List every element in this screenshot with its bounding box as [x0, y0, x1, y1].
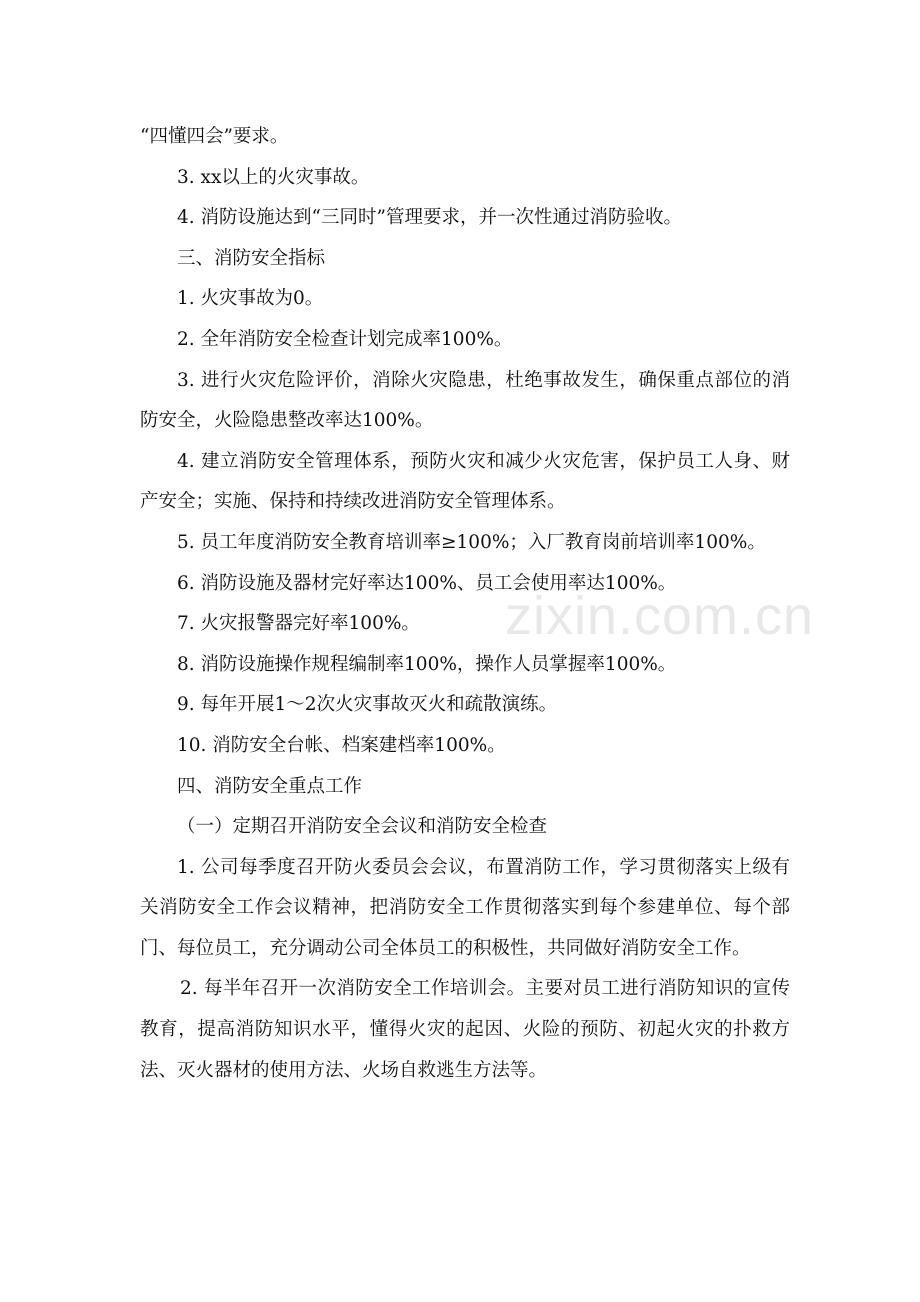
indicator-item-2: 2. 全年消防安全检查计划完成率100%。: [177, 328, 513, 350]
indicator-item-7: 7. 火灾报警器完好率100%。: [177, 613, 420, 635]
section-heading-3: 三、消防安全指标: [177, 247, 326, 269]
watermark: zixin.com.cn: [505, 586, 815, 646]
section-heading-4: 四、消防安全重点工作: [177, 775, 363, 797]
indicator-item-6: 6. 消防设施及器材完好率达100%、员工会使用率达100%。: [177, 572, 677, 594]
indicator-item-3: 3. 进行火灾危险评价，消除火灾隐患，杜绝事故发生，确保重点部位的消防安全，火险隐患整改率达100%。: [140, 369, 790, 432]
work-item-1: 1. 公司每季度召开防火委员会会议，布置消防工作，学习贯彻落实上级有关消防安全工作会议精神，把消防安全工作贯彻落实到每个参建单位、每个部门、每位员工，充分调动公司全体员工的积极性，共同做好消防安全工作。: [140, 856, 790, 959]
work-item-2: 2. 每半年召开一次消防安全工作培训会。主要对员工进行消防知识的宣传教育，提高消防知识水平，懂得火灾的起因、火险的预防、初起火灾的扑救方法、灭火器材的使用方法、火场自救逃生方法等。: [140, 978, 790, 1081]
paragraph-item-3: 3. xx以上的火灾事故。: [177, 166, 370, 188]
indicator-item-4: 4. 建立消防安全管理体系，预防火灾和减少火灾危害，保护员工人身、财产安全；实施、保持和持续改进消防安全管理体系。: [140, 450, 790, 513]
indicator-item-8: 8. 消防设施操作规程编制率100%，操作人员掌握率100%。: [177, 653, 677, 675]
subsection-heading-1: （一）定期召开消防安全会议和消防安全检查: [177, 816, 548, 838]
paragraph-item-4: 4. 消防设施达到“三同时”管理要求，并一次性通过消防验收。: [177, 207, 682, 229]
indicator-item-10: 10. 消防安全台帐、档案建档率100%。: [177, 734, 506, 756]
indicator-item-1: 1. 火灾事故为0。: [177, 288, 324, 310]
paragraph-continuation: “四懂四会”要求。: [140, 126, 289, 147]
indicator-item-9: 9. 每年开展1～2次火灾事故灭火和疏散演练。: [177, 694, 558, 716]
indicator-item-5: 5. 员工年度消防安全教育培训率≥100%；入厂教育岗前培训率100%。: [177, 531, 766, 553]
